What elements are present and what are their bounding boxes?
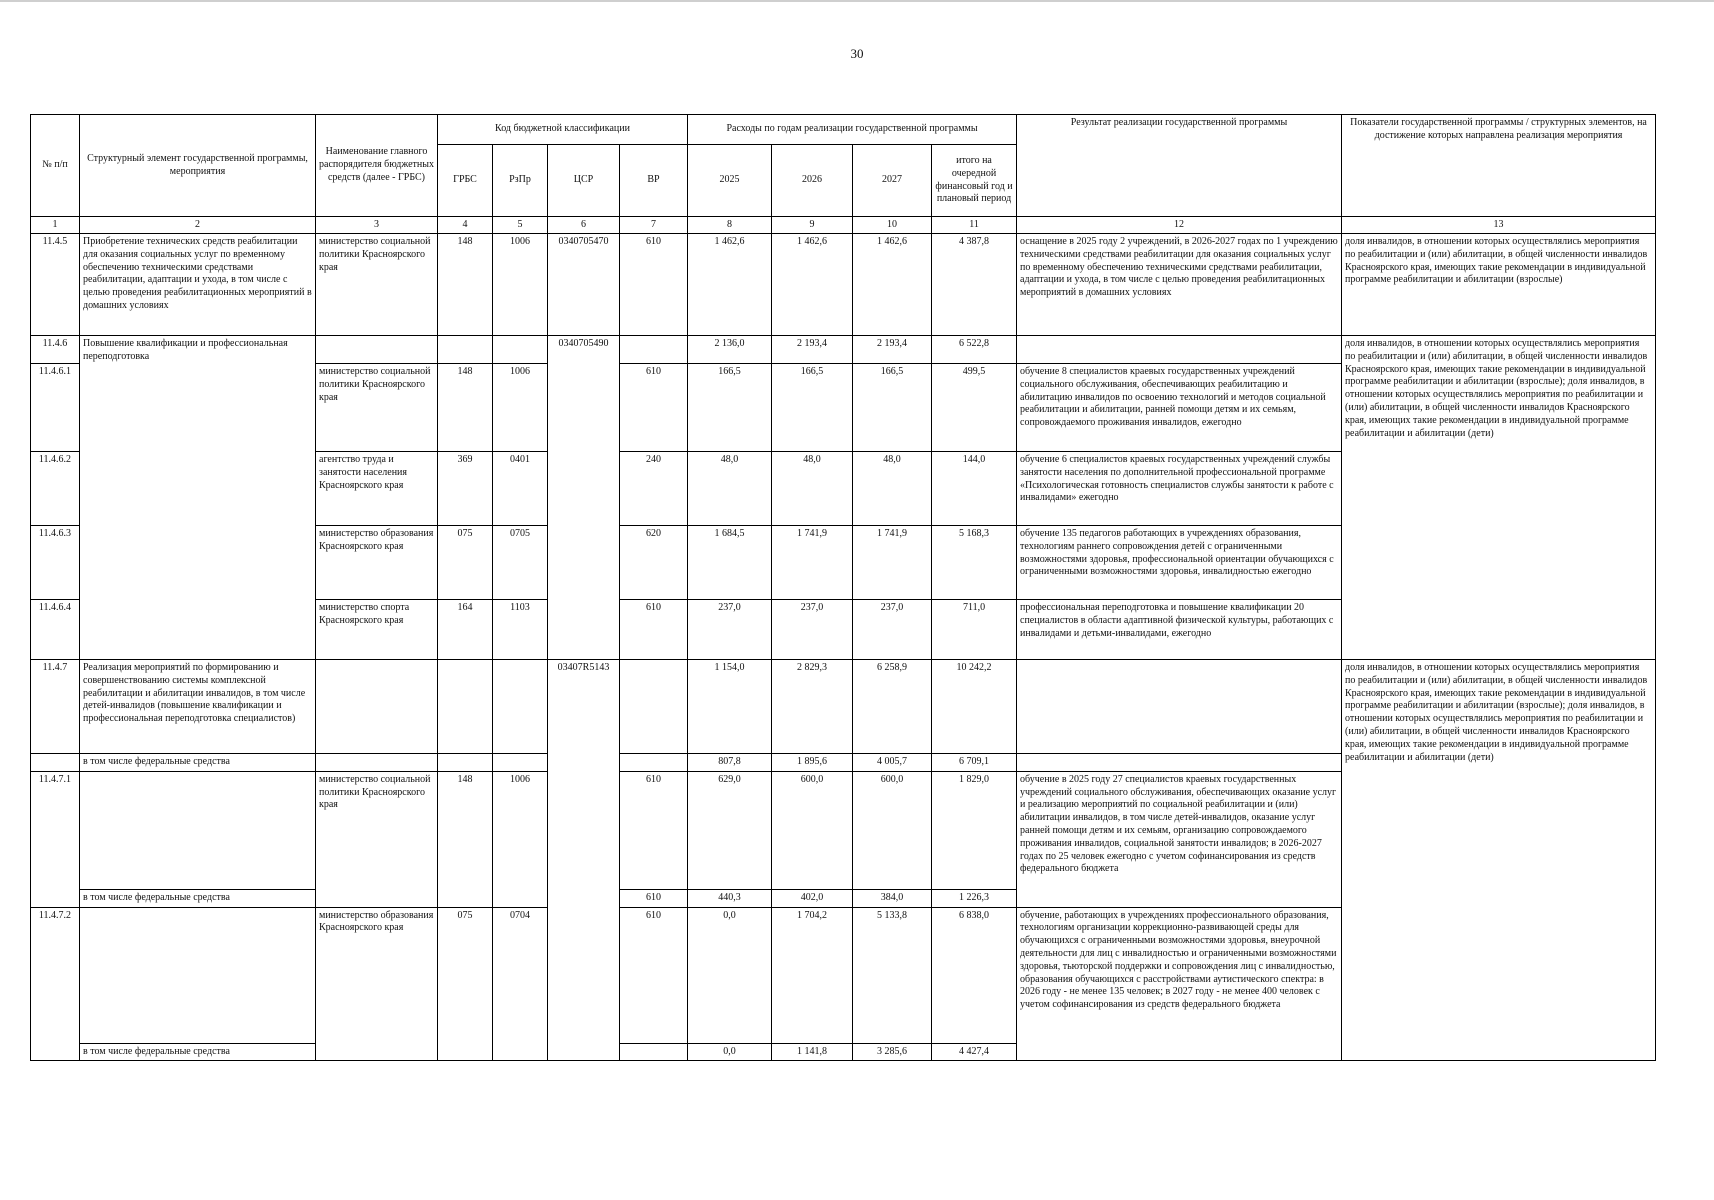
table-row (31, 660, 1656, 754)
row-2027: 166,5 (853, 364, 932, 452)
row-2025: 1 462,6 (688, 234, 772, 336)
row-2026: 48,0 (772, 452, 853, 526)
header-result: Результат реализации государственной программы (1017, 115, 1342, 217)
col-index: 9 (772, 217, 853, 234)
column-index-row (31, 217, 1656, 234)
row-rzpr: 1006 (493, 364, 548, 452)
header-grbs: ГРБС (438, 145, 493, 217)
row-total: 10 242,2 (932, 660, 1017, 754)
row-total: 1 829,0 (932, 771, 1017, 889)
row-vr: 240 (620, 452, 688, 526)
row-result: обучение 8 специалистов краевых государственных учреждений социального обслуживания, обеспечивающих реабилитацию и абилитацию инвалидов по освоению технологий и методов социальной реабилитации и абилитации, ранней помощи детям и их семьям, сопровождаемого проживания инвалидов, ежегодно (1017, 364, 1342, 452)
row-total: 711,0 (932, 600, 1017, 660)
row-grbs: 075 (438, 907, 493, 1061)
header-csr: ЦСР (548, 145, 620, 217)
header-grbs-name: Наименование главного распорядителя бюджетных средств (далее - ГРБС) (316, 115, 438, 217)
col-index: 12 (1017, 217, 1342, 234)
row-grbs-name: министерство социальной политики Красноярского края (316, 364, 438, 452)
row-vr: 620 (620, 526, 688, 600)
row-2025: 0,0 (688, 1043, 772, 1061)
row-2026: 2 193,4 (772, 336, 853, 364)
row-grbs: 148 (438, 234, 493, 336)
row-num: 11.4.6.3 (31, 526, 80, 600)
row-num: 11.4.7 (31, 660, 80, 754)
col-index: 1 (31, 217, 80, 234)
row-2026: 1 895,6 (772, 754, 853, 772)
row-grbs-name: министерство социальной политики Красноярского края (316, 234, 438, 336)
row-2026: 402,0 (772, 889, 853, 907)
row-vr (620, 1043, 688, 1061)
row-2027: 237,0 (853, 600, 932, 660)
row-name: в том числе федеральные средства (80, 1043, 316, 1061)
row-2025: 48,0 (688, 452, 772, 526)
row-num (31, 1043, 80, 1061)
row-vr (620, 660, 688, 754)
row-result (1017, 754, 1342, 772)
row-grbs (438, 754, 493, 772)
row-num: 11.4.6.2 (31, 452, 80, 526)
row-2025: 0,0 (688, 907, 772, 1043)
row-result (1017, 336, 1342, 364)
row-num: 11.4.7.1 (31, 771, 80, 889)
row-name: Приобретение технических средств реабилитации для оказания социальных услуг по временному обеспечению техническими средствами реабилитации, адаптации и ухода, в том числе с целью проведения реабилитационных мероприятий в домашних условиях (80, 234, 316, 336)
row-rzpr: 1006 (493, 234, 548, 336)
row-result: обучение, работающих в учреждениях профессионального образования, технологиям организации коррекционно-развивающей среды для обучающихся с ограниченными возможностями здоровья, внеурочной деятельности для лиц с инвалидностью и ограниченными возможностями здоровья, тьюторской поддержки и сопровождения лиц с инвалидностью, образования обучающихся с расстройствами аутистического спектра: в 2026 году - не менее 135 человек; в 2027 году - не менее 400 человек с учетом софинансирования из средств федерального бюджета (1017, 907, 1342, 1061)
row-name (80, 907, 316, 1043)
table-row (31, 336, 1656, 364)
row-total: 6 709,1 (932, 754, 1017, 772)
row-indicators: доля инвалидов, в отношении которых осуществлялись мероприятия по реабилитации и (или) абилитации, в общей численности инвалидов Красноярского края, имеющих такие рекомендации в индивидуальной программе реабилитации и абилитации (взрослые); доля инвалидов, в отношении которых осуществлялись мероприятия по реабилитации и (или) абилитации, в общей численности инвалидов Красноярского края, имеющих такие рекомендации в индивидуальной программе реабилитации и абилитации (дети) (1342, 336, 1656, 660)
row-vr: 610 (620, 600, 688, 660)
col-index: 7 (620, 217, 688, 234)
row-rzpr (493, 660, 548, 754)
row-num (31, 754, 80, 772)
row-total: 4 387,8 (932, 234, 1017, 336)
page-number: 30 (850, 46, 864, 61)
row-grbs (438, 660, 493, 754)
row-indicators: доля инвалидов, в отношении которых осуществлялись мероприятия по реабилитации и (или) абилитации, в общей численности инвалидов Красноярского края, имеющих такие рекомендации в индивидуальной программе реабилитации и абилитации (взрослые) (1342, 234, 1656, 336)
row-name (80, 771, 316, 889)
col-index: 3 (316, 217, 438, 234)
row-result: обучение в 2025 году 27 специалистов краевых государственных учреждений социального обслуживания, обеспечивающих оказание услуг и реализацию мероприятий по социальной реабилитации и (или) абилитации инвалидов, в том числе детей-инвалидов, оказание услуг ранней помощи детям и их семьям, организацию сопровождаемого проживания инвалидов, социальной занятости инвалидов; в 2026-2027 годах по 25 человек ежегодно с учетом софинансирования из средств федерального бюджета (1017, 771, 1342, 907)
row-2025: 2 136,0 (688, 336, 772, 364)
row-num: 11.4.5 (31, 234, 80, 336)
row-2025: 440,3 (688, 889, 772, 907)
row-2027: 1 741,9 (853, 526, 932, 600)
header-kbk: Код бюджетной классификации (438, 115, 688, 145)
row-rzpr (493, 336, 548, 364)
row-grbs-name (316, 660, 438, 754)
header-row-1 (31, 115, 1656, 145)
header-total: итого на очередной финансовый год и плановый период (932, 145, 1017, 217)
col-index: 10 (853, 217, 932, 234)
row-grbs: 075 (438, 526, 493, 600)
col-index: 6 (548, 217, 620, 234)
row-vr: 610 (620, 771, 688, 889)
row-2027: 5 133,8 (853, 907, 932, 1043)
row-name: в том числе федеральные средства (80, 889, 316, 907)
row-total: 499,5 (932, 364, 1017, 452)
row-2027: 384,0 (853, 889, 932, 907)
row-grbs-name (316, 336, 438, 364)
row-2027: 4 005,7 (853, 754, 932, 772)
row-vr: 610 (620, 889, 688, 907)
col-index: 8 (688, 217, 772, 234)
program-table (30, 114, 1656, 1061)
row-rzpr: 0704 (493, 907, 548, 1061)
row-total: 5 168,3 (932, 526, 1017, 600)
scan-top-edge (0, 0, 1714, 2)
row-2026: 1 704,2 (772, 907, 853, 1043)
col-index: 13 (1342, 217, 1656, 234)
row-rzpr: 0705 (493, 526, 548, 600)
row-num: 11.4.7.2 (31, 907, 80, 1043)
row-2026: 166,5 (772, 364, 853, 452)
row-csr: 0340705490 (548, 336, 620, 660)
row-2026: 1 741,9 (772, 526, 853, 600)
row-rzpr (493, 754, 548, 772)
header-2027: 2027 (853, 145, 932, 217)
row-vr: 610 (620, 907, 688, 1043)
row-grbs-name: министерство образования Красноярского края (316, 907, 438, 1061)
row-vr: 610 (620, 234, 688, 336)
row-2027: 2 193,4 (853, 336, 932, 364)
col-index: 5 (493, 217, 548, 234)
row-total: 4 427,4 (932, 1043, 1017, 1061)
row-result: обучение 6 специалистов краевых государственных учреждений службы занятости населения по дополнительной профессиональной программе «Психологическая готовность специалистов службы занятости к работе с инвалидами» ежегодно (1017, 452, 1342, 526)
row-vr: 610 (620, 364, 688, 452)
row-result: оснащение в 2025 году 2 учреждений, в 2026-2027 годах по 1 учреждению техническими средствами реабилитации для оказания социальных услуг по временному обеспечению техническими средствами реабилитации, адаптации и ухода, в том числе с целью проведения реабилитационных мероприятий в домашних условиях (1017, 234, 1342, 336)
row-grbs: 148 (438, 364, 493, 452)
row-grbs-name (316, 754, 438, 772)
row-grbs: 164 (438, 600, 493, 660)
row-num: 11.4.6.4 (31, 600, 80, 660)
row-grbs-name: министерство образования Красноярского края (316, 526, 438, 600)
row-vr (620, 754, 688, 772)
row-2025: 1 684,5 (688, 526, 772, 600)
row-name: в том числе федеральные средства (80, 754, 316, 772)
row-num (31, 889, 80, 907)
row-2025: 1 154,0 (688, 660, 772, 754)
header-rzpr: РзПр (493, 145, 548, 217)
row-2025: 807,8 (688, 754, 772, 772)
row-grbs: 369 (438, 452, 493, 526)
row-result: обучение 135 педагогов работающих в учреждениях образования, технологиям раннего сопровождения детей с ограниченными возможностями здоровья, профессиональной ориентации обучающихся с ограниченными возможностями здоровья, инвалидностью ежегодно (1017, 526, 1342, 600)
row-grbs-name: министерство социальной политики Красноярского края (316, 771, 438, 907)
row-2027: 1 462,6 (853, 234, 932, 336)
row-result (1017, 660, 1342, 754)
row-2027: 3 285,6 (853, 1043, 932, 1061)
row-2027: 6 258,9 (853, 660, 932, 754)
row-total: 6 522,8 (932, 336, 1017, 364)
row-vr (620, 336, 688, 364)
row-rzpr: 0401 (493, 452, 548, 526)
header-indicators: Показатели государственной программы / структурных элементов, на достижение которых направлена реализация мероприятия (1342, 115, 1656, 217)
header-expenses: Расходы по годам реализации государственной программы (688, 115, 1017, 145)
header-num: № п/п (31, 115, 80, 217)
row-2026: 237,0 (772, 600, 853, 660)
row-2025: 166,5 (688, 364, 772, 452)
row-grbs (438, 336, 493, 364)
table-row (31, 234, 1656, 336)
row-2026: 1 141,8 (772, 1043, 853, 1061)
row-indicators: доля инвалидов, в отношении которых осуществлялись мероприятия по реабилитации и (или) абилитации, в общей численности инвалидов Красноярского края, имеющих такие рекомендации в индивидуальной программе реабилитации и абилитации (взрослые); доля инвалидов, в отношении которых осуществлялись мероприятия по реабилитации и (или) абилитации, в общей численности инвалидов Красноярского края, имеющих такие рекомендации в индивидуальной программе реабилитации и абилитации (дети) (1342, 660, 1656, 1061)
row-total: 144,0 (932, 452, 1017, 526)
row-2025: 629,0 (688, 771, 772, 889)
row-name: Реализация мероприятий по формированию и совершенствованию системы комплексной реабилитации и абилитации инвалидов, в том числе детей-инвалидов (повышение квалификации и профессиональная переподготовка специалистов) (80, 660, 316, 754)
row-csr: 0340705470 (548, 234, 620, 336)
header-2025: 2025 (688, 145, 772, 217)
row-num: 11.4.6 (31, 336, 80, 364)
row-grbs-name: министерство спорта Красноярского края (316, 600, 438, 660)
col-index: 4 (438, 217, 493, 234)
row-num: 11.4.6.1 (31, 364, 80, 452)
col-index: 2 (80, 217, 316, 234)
row-csr: 03407R5143 (548, 660, 620, 1061)
row-grbs: 148 (438, 771, 493, 907)
row-2026: 600,0 (772, 771, 853, 889)
header-vr: ВР (620, 145, 688, 217)
row-total: 1 226,3 (932, 889, 1017, 907)
row-rzpr: 1006 (493, 771, 548, 907)
row-grbs-name: агентство труда и занятости населения Красноярского края (316, 452, 438, 526)
row-rzpr: 1103 (493, 600, 548, 660)
row-total: 6 838,0 (932, 907, 1017, 1043)
row-result: профессиональная переподготовка и повышение квалификации 20 специалистов в области адаптивной физической культуры, работающих с инвалидами и детьми-инвалидами, ежегодно (1017, 600, 1342, 660)
col-index: 11 (932, 217, 1017, 234)
header-2026: 2026 (772, 145, 853, 217)
row-2025: 237,0 (688, 600, 772, 660)
header-element: Структурный элемент государственной программы, мероприятия (80, 115, 316, 217)
row-2027: 48,0 (853, 452, 932, 526)
row-2027: 600,0 (853, 771, 932, 889)
row-name: Повышение квалификации и профессиональная переподготовка (80, 336, 316, 660)
row-2026: 2 829,3 (772, 660, 853, 754)
row-2026: 1 462,6 (772, 234, 853, 336)
